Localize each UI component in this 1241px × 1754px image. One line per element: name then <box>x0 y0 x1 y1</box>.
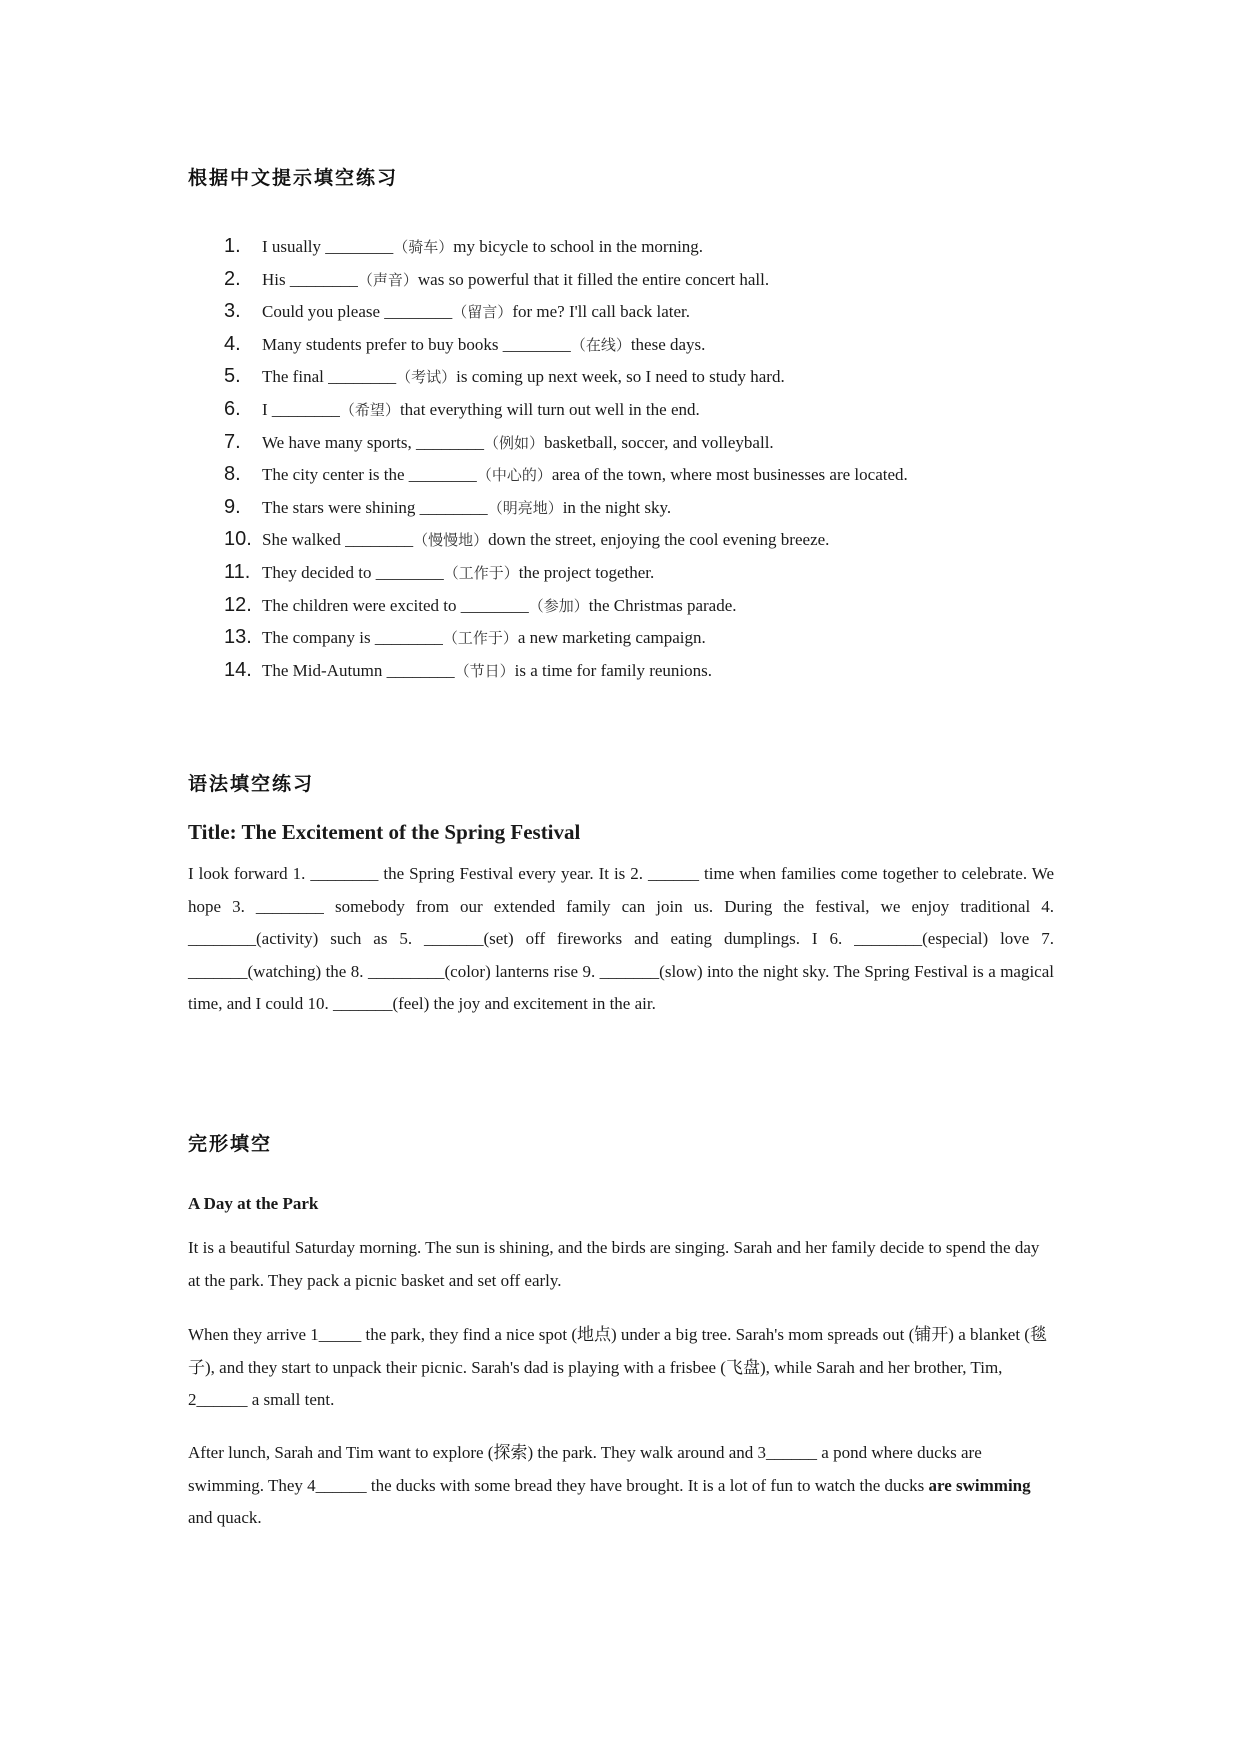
item-number: 12. <box>224 593 252 616</box>
item-text-after: is a time for family reunions. <box>514 660 713 680</box>
story-paragraph-3-bold: are swimming <box>928 1475 1031 1495</box>
chinese-hint: （考试） <box>396 368 457 387</box>
chinese-hint: （节日） <box>454 661 515 680</box>
chinese-hint: （参加） <box>528 596 589 615</box>
item-number: 9. <box>224 495 241 518</box>
chinese-hint: （例如） <box>483 433 544 452</box>
chinese-hint: （慢慢地） <box>413 531 489 550</box>
chinese-hint: （骑车） <box>393 238 454 256</box>
item-text-after: that everything will turn out well in the end. <box>399 399 700 419</box>
list-item <box>224 230 908 263</box>
list-item <box>224 328 908 361</box>
item-number: 3. <box>224 300 241 323</box>
story-paragraph-1: It is a beautiful Saturday morning. The sun is shining, and the birds are singing. Sarah and her family decide to spend the day at the park. They pack a picnic basket and set off early. <box>188 1238 1040 1290</box>
section3-heading: 完形填空 <box>188 1133 273 1155</box>
section1-heading: 根据中文提示填空练习 <box>188 167 399 189</box>
list-item <box>224 491 908 524</box>
item-text-before: I ________ <box>262 399 340 419</box>
item-text-before: The city center is the ________ <box>262 465 477 485</box>
story-paragraph-3-text-b: and quack. <box>188 1508 262 1527</box>
item-number: 10. <box>224 528 252 551</box>
item-text-after: in the night sky. <box>562 497 672 517</box>
chinese-hint: （明亮地） <box>487 498 563 517</box>
item-text-after: basketball, soccer, and volleyball. <box>543 432 774 452</box>
list-item <box>224 523 908 556</box>
item-text-before: She walked ________ <box>262 530 414 550</box>
item-number: 6. <box>224 397 241 420</box>
item-text-before: The stars were shining ________ <box>262 497 488 517</box>
list-item <box>224 295 908 328</box>
item-text-after: the Christmas parade. <box>588 595 737 615</box>
list-item <box>224 654 908 687</box>
list-item <box>224 458 908 491</box>
list-item <box>224 263 908 296</box>
item-text-after: my bicycle to school in the morning. <box>453 237 704 256</box>
item-text-after: the project together. <box>518 562 655 582</box>
section2-heading: 语法填空练习 <box>188 773 315 795</box>
item-text-after: area of the town, where most businesses are located. <box>551 465 908 485</box>
grammar-paragraph: I look forward 1. ________ the Spring Festival every year. It is 2. ______ time when families come together to celebrate. We hope 3. ________ somebody from our extended family can join us. During the festival, we enjoy traditional 4. ________(activity) such as 5. _______(set) off fireworks and eating dumplings. I 6. ________(especial) love 7. _______(watching) the 8. _________(color) lanterns rise 9. _______(slow) into the night sky. The Spring Festival is a magical time, and I could 10. _______(feel) the joy and excitement in the air. <box>188 864 1054 1013</box>
chinese-hint: （希望） <box>339 400 400 419</box>
item-number: 2. <box>224 267 241 290</box>
item-text-after: for me? I'll call back later. <box>512 302 691 322</box>
chinese-hint: （工作于） <box>443 563 519 582</box>
item-text-before: I usually ________ <box>262 237 394 256</box>
item-text-before: The final ________ <box>262 367 397 387</box>
item-number: 14. <box>224 658 252 681</box>
item-text-after: down the street, enjoying the cool evening breeze. <box>488 530 830 550</box>
list-item <box>224 360 908 393</box>
list-item <box>224 556 908 589</box>
item-number: 4. <box>224 332 241 355</box>
item-number: 8. <box>224 463 241 486</box>
item-number: 11. <box>224 560 251 583</box>
chinese-hint: （声音） <box>357 270 418 289</box>
item-text-before: We have many sports, ________ <box>262 432 484 452</box>
chinese-hint: （工作于） <box>442 629 518 648</box>
list-item <box>224 426 908 459</box>
story-paragraph-2: When they arrive 1_____ the park, they find a nice spot (地点) under a big tree. Sarah's mom spreads out (铺开) a blanket (毯子), and they start to unpack their picnic. Sarah's dad is playing with a frisbee (飞盘), while Sarah and her brother, Tim, 2______ a small tent. <box>188 1325 1047 1409</box>
passage-title: Title: The Excitement of the Spring Festival <box>188 820 581 844</box>
list-item <box>224 621 908 654</box>
item-text-before: They decided to ________ <box>262 562 444 582</box>
story-paragraph-3 <box>188 1437 1054 1535</box>
item-text-before: The company is ________ <box>262 628 443 648</box>
item-number: 7. <box>224 430 241 453</box>
chinese-hint: （留言） <box>452 303 513 322</box>
item-text-before: Could you please ________ <box>262 302 453 322</box>
list-item <box>224 393 908 426</box>
item-number: 13. <box>224 626 252 649</box>
item-number: 1. <box>224 235 241 257</box>
chinese-hint: （在线） <box>570 335 631 354</box>
story-paragraph-3-text-a: After lunch, Sarah and Tim want to explore (探索) the park. They walk around and 3______ a pond where ducks are swimming. They 4______ the ducks with some bread they have brought. It is a lot of fun to watch the ducks <box>188 1443 982 1495</box>
item-text-after: is coming up next week, so I need to study hard. <box>456 367 785 387</box>
item-number: 5. <box>224 365 241 388</box>
item-text-after: was so powerful that it filled the entire concert hall. <box>417 269 770 289</box>
fill-in-list <box>224 230 908 686</box>
list-item <box>224 589 908 622</box>
item-text-before: Many students prefer to buy books ________ <box>262 334 571 354</box>
item-text-before: The children were excited to ________ <box>262 595 529 615</box>
item-text-after: these days. <box>630 334 706 354</box>
item-text-before: The Mid-Autumn ________ <box>262 660 455 680</box>
item-text-before: His ________ <box>262 269 358 289</box>
story-title: A Day at the Park <box>188 1194 319 1213</box>
item-text-after: a new marketing campaign. <box>517 628 706 648</box>
chinese-hint: （中心的） <box>476 466 552 485</box>
